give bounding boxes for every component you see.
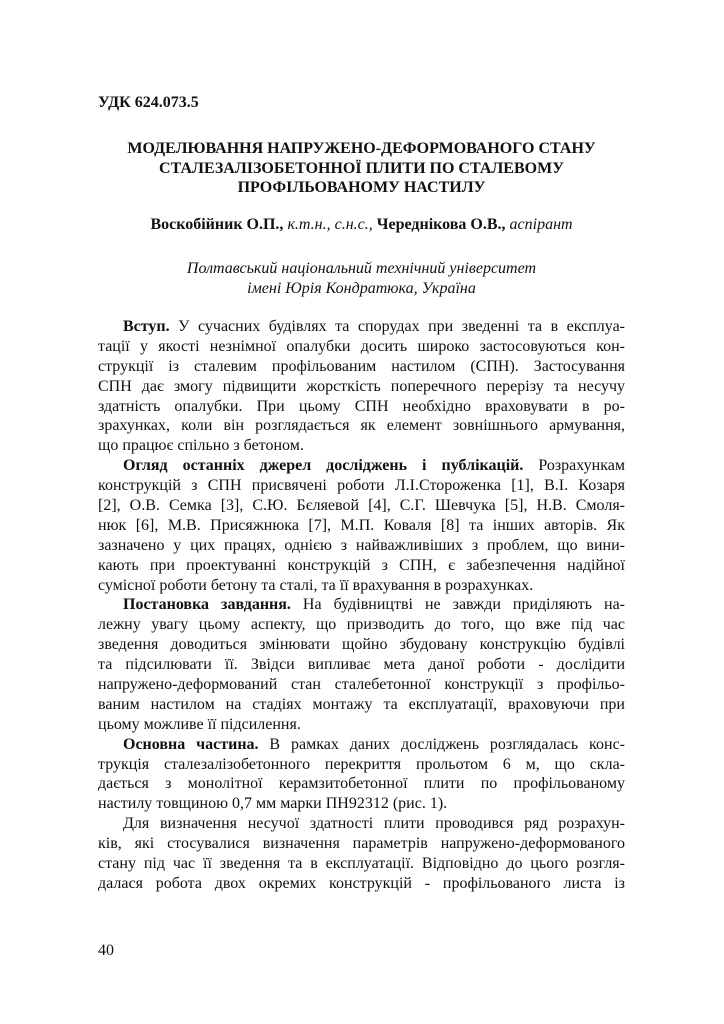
paragraph-line: [2], О.В. Семка [3], С.Ю. Бєляевой [4], С.Г. Шевчука [5], Н.В. Смоля- [98, 497, 625, 515]
paragraph-line: здатність опалубки. При цьому СПН необхідно враховувати в ро- [98, 397, 625, 415]
section-heading: Огляд останніх джерел досліджень і публікацій. [123, 457, 524, 475]
paragraph-line: цьому можливе її підсилення. [98, 715, 301, 733]
affiliation-line: імені Юрія Кондратюка, Україна [247, 280, 476, 297]
paragraph-line: ваним настилом на стадіях монтажу та експлуатації, враховуючи при [98, 695, 625, 713]
article-title [98, 139, 625, 198]
section-heading: Постановка завдання. [123, 596, 291, 614]
paragraph-line: далася робота двох окремих конструкцій - профільованого листа із [98, 874, 625, 892]
paragraph-line: СПН дає змогу підвищити жорсткість поперечного перерізу та несучу [98, 377, 625, 395]
paragraph-line: що працює спільно з бетоном. [98, 437, 304, 455]
paragraph-line: тації у якості незнімної опалубки досить широко застосовуються кон- [98, 337, 625, 355]
author-role: аспірант [505, 216, 573, 233]
affiliation-line: Полтавський національний технічний університет [186, 260, 537, 277]
title-line: МОДЕЛЮВАННЯ НАПРУЖЕНО-ДЕФОРМОВАНОГО СТАНУ [127, 140, 596, 157]
paragraph-line: зазначено у цих працях, однією з найважливіших з проблем, що вини- [98, 536, 625, 554]
author-role: к.т.н., с.н.с., [283, 216, 373, 233]
paragraph-line: Постановка завдання. На будівництві не завжди приділяють на- [123, 596, 625, 614]
paragraph-line: та підсилювати її. Звідси випливає мета даної роботи - дослідити [98, 656, 625, 674]
author-name: Воскобійник О.П., [150, 216, 284, 233]
paragraph-line: ків, які стосувалися визначення параметрів напружено-деформованого [98, 835, 625, 853]
paragraph-line: кають при проектуванні конструкцій з СПН, є забезпечення надійної [98, 556, 625, 574]
paragraph-line: Основна частина. В рамках даних досліджень розглядалась конс- [123, 735, 625, 753]
paragraph-line: Огляд останніх джерел досліджень і публікацій. Розрахункам [123, 457, 625, 475]
paragraph-line: нюк [6], М.В. Присяжнюка [7], М.П. Коваля [8] та інших авторів. Як [98, 516, 625, 534]
title-line: ПРОФІЛЬОВАНОМУ НАСТИЛУ [237, 179, 486, 196]
author-name: Череднікова О.В., [372, 216, 506, 233]
page-number: 40 [98, 942, 114, 959]
paragraph-line: лежну увагу цьому аспекту, що призводить до того, що вже під час [98, 616, 625, 634]
section-heading: Вступ. [123, 318, 170, 335]
paragraph-line: Вступ. У сучасних будівлях та спорудах при зведенні та в експлуа- [123, 318, 625, 335]
paragraph-line: конструкцій з СПН присвячені роботи Л.І.Стороженка [1], В.І. Козаря [98, 477, 625, 495]
paragraph-line: зрахунках, коли він розглядається як елемент зовнішнього армування, [98, 417, 625, 435]
article-body [98, 317, 625, 894]
udk-code: УДК 624.073.5 [98, 94, 199, 111]
paragraph-line: настилу товщиною 0,7 мм марки ПН92312 (рис. 1). [98, 795, 448, 813]
paragraph-line: сумісної роботи бетону та сталі, та її врахування в розрахунках. [98, 576, 534, 594]
title-line: СТАЛЕЗАЛІЗОБЕТОННОЇ ПЛИТИ ПО СТАЛЕВОМУ [159, 159, 564, 177]
paragraph-line: дається з монолітної керамзитобетонної плити по профільованому [98, 775, 625, 793]
paragraph-line: Для визначення несучої здатності плити проводився ряд розрахун- [123, 815, 625, 833]
paragraph-line: стану під час її зведення та в експлуатації. Відповідно до цього розгля- [98, 855, 625, 873]
paragraph-line: зведення доводиться змінювати щойно збудовану конструкцію будівлі [98, 636, 625, 654]
paragraph-line: напружено-деформований стан сталебетонної конструкції з профільо- [98, 676, 625, 694]
section-heading: Основна частина. [123, 735, 259, 753]
affiliation [98, 259, 625, 299]
authors-line [98, 216, 625, 234]
paragraph-line: струкції із сталевим профільованим настилом (СПН). Застосування [98, 357, 625, 375]
paragraph-line: трукція сталезалізобетонного перекриття прольотом 6 м, що скла- [98, 755, 625, 773]
